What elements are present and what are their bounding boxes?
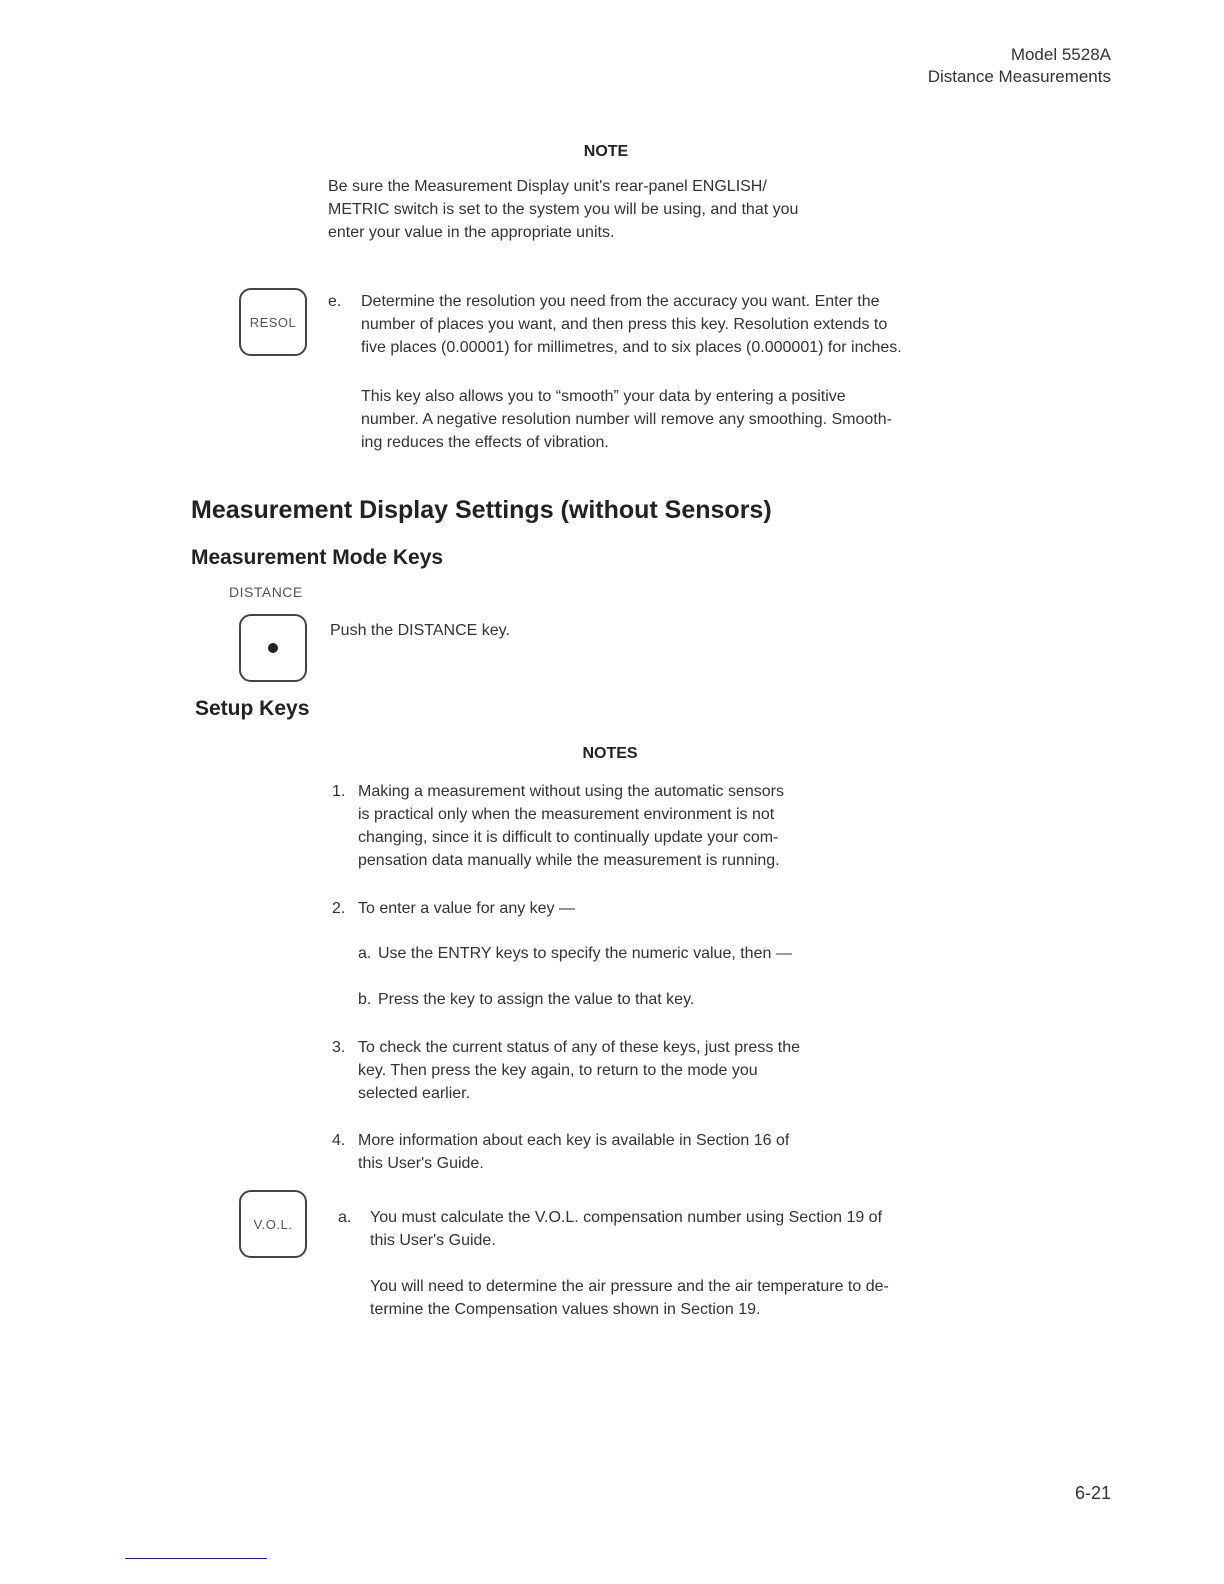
vol-line: this User's Guide.	[370, 1232, 496, 1249]
notes-line: key. Then press the key again, to return to the mode you	[358, 1062, 758, 1079]
notes-line: changing, since it is difficult to continually update your com-	[358, 829, 779, 846]
note-line: METRIC switch is set to the system you will be using, and that you	[328, 201, 799, 218]
vol-marker: a.	[338, 1209, 352, 1226]
notes-item-number: 4.	[332, 1132, 346, 1149]
notes-item-2a	[358, 942, 918, 965]
notes-line: pensation data manually while the measurement is running.	[358, 852, 780, 869]
resol-paragraph-1	[361, 290, 1051, 359]
resol-key-icon	[239, 288, 307, 356]
notes-line: To enter a value for any key —	[358, 900, 575, 917]
notes-item-number: 3.	[332, 1039, 346, 1056]
resol-line: five places (0.00001) for millimetres, and to six places (0.000001) for inches.	[361, 339, 902, 356]
distance-instruction: Push the DISTANCE key.	[330, 622, 510, 639]
vol-line: You must calculate the V.O.L. compensation number using Section 19 of	[370, 1209, 883, 1226]
note-line: Be sure the Measurement Display unit's rear-panel ENGLISH/	[328, 178, 767, 195]
notes-title: NOTES	[582, 745, 638, 762]
notes-item-1	[332, 780, 912, 872]
notes-line: Use the ENTRY keys to specify the numeric value, then —	[378, 945, 792, 962]
distance-key-icon	[239, 614, 307, 682]
vol-paragraph-2	[370, 1275, 1060, 1321]
key-dot-icon	[268, 643, 278, 653]
notes-line: is practical only when the measurement environment is not	[358, 806, 775, 823]
vol-key-label: V.O.L.	[253, 1216, 293, 1232]
note-line: enter your value in the appropriate units.	[328, 224, 615, 241]
notes-line: selected earlier.	[358, 1085, 471, 1102]
resol-line: ing reduces the effects of vibration.	[361, 434, 609, 451]
notes-line: this User's Guide.	[358, 1155, 484, 1172]
running-header	[928, 44, 1111, 88]
notes-line: More information about each key is available in Section 16 of	[358, 1132, 790, 1149]
vol-line: termine the Compensation values shown in Section 19.	[370, 1301, 761, 1318]
notes-item-3	[332, 1036, 912, 1105]
distance-label: DISTANCE	[229, 584, 303, 600]
mode-keys-heading: Measurement Mode Keys	[191, 546, 444, 569]
resol-line: Determine the resolution you need from the accuracy you want. Enter the	[361, 293, 880, 310]
footer-rule	[125, 1558, 267, 1559]
resol-line: number of places you want, and then press this key. Resolution extends to	[361, 316, 888, 333]
notes-item-number: a.	[358, 945, 372, 962]
resol-key-label: RESOL	[249, 314, 297, 330]
notes-item-2	[332, 897, 912, 920]
notes-item-4	[332, 1129, 912, 1175]
header-section: Distance Measurements	[927, 67, 1111, 86]
notes-item-number: b.	[358, 991, 372, 1008]
header-model: Model 5528A	[1010, 45, 1111, 64]
section-title: Measurement Display Settings (without Sensors)	[191, 496, 772, 524]
note-body	[328, 175, 908, 244]
notes-item-2b	[358, 988, 918, 1011]
notes-item-number: 1.	[332, 783, 346, 800]
resol-line: number. A negative resolution number will remove any smoothing. Smooth-	[361, 411, 892, 428]
notes-line: Making a measurement without using the automatic sensors	[358, 783, 784, 800]
notes-line: To check the current status of any of these keys, just press the	[358, 1039, 800, 1056]
resol-paragraph-2	[361, 385, 1051, 454]
notes-item-number: 2.	[332, 900, 346, 917]
vol-paragraph-1	[370, 1206, 1060, 1252]
setup-keys-heading: Setup Keys	[195, 697, 310, 720]
page-number: 6-21	[1074, 1483, 1111, 1503]
vol-key-icon	[239, 1190, 307, 1258]
vol-line: You will need to determine the air pressure and the air temperature to de-	[370, 1278, 889, 1295]
note-title: NOTE	[583, 143, 629, 160]
resol-line: This key also allows you to “smooth” your data by entering a positive	[361, 388, 846, 405]
notes-line: Press the key to assign the value to that key.	[378, 991, 695, 1008]
resol-marker: e.	[328, 293, 342, 310]
